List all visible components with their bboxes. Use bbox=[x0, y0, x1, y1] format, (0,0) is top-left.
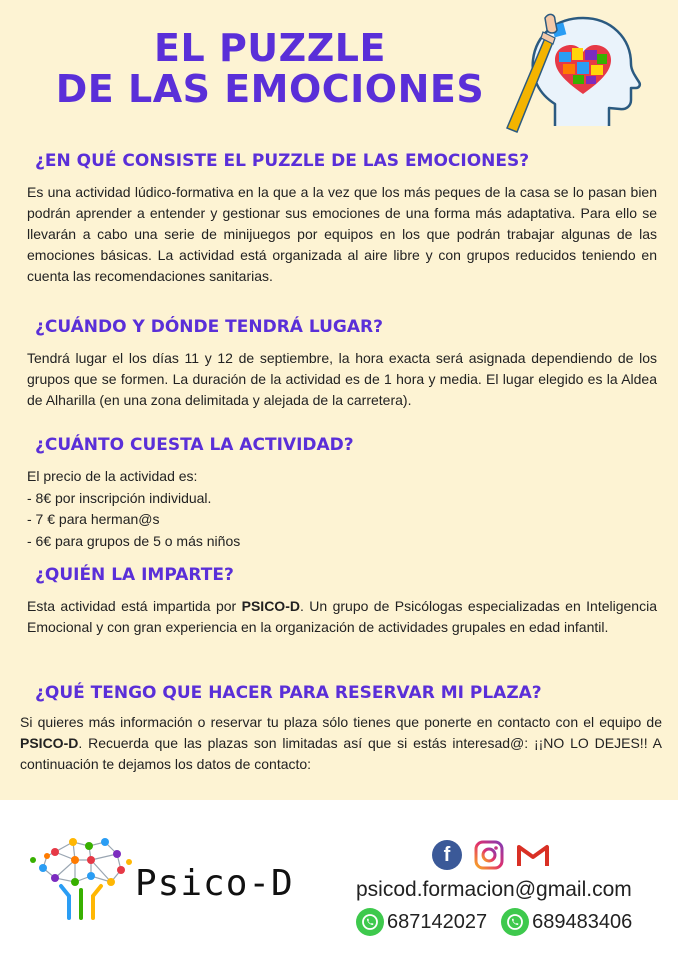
section-body bbox=[27, 596, 657, 638]
section-body: Es una actividad lúdico-formativa en la que a la vez que los más peques de la casa se lo pasan bien podrán aprender a entender y gestionar sus emociones de una forma más adaptativa. Para ello se llevarán a cabo una serie de minijuegos por equipos en los que podrán trabajar algunas de las emociones básicas. La actividad está organizada al aire libre y con grupos reducidos teniendo en cuenta las recomendaciones sanitarias. bbox=[27, 184, 657, 284]
body-text: . Recuerda que las plazas son limitadas así que si estás interesad@: ¡¡NO LO DEJES!! A continuación te dejamos los datos de contacto: bbox=[20, 735, 662, 772]
social-icons bbox=[432, 840, 550, 870]
contact-email[interactable]: psicod.formacion@gmail.com bbox=[356, 878, 632, 901]
price-intro: El precio de la actividad es: bbox=[27, 468, 198, 484]
section-body: Tendrá lugar el los días 11 y 12 de septiembre, la hora exacta será asignada dependiendo de los grupos que se formen. La duración de la actividad es de 1 hora y media. El lugar elegido es la Aldea de Alharilla (en una zona delimitada y alejada de la carretera). bbox=[27, 350, 657, 408]
body-text: Esta actividad está impartida por bbox=[27, 598, 242, 614]
title-line-2: DE LAS EMOCIONES bbox=[55, 67, 485, 111]
body-text: . Un grupo de Psicólogas especializadas en Inteligencia Emocional y con gran experiencia en la organización de actividades grupales en edad infantil. bbox=[27, 598, 657, 635]
price-item: - 8€ por inscripción individual. bbox=[27, 489, 212, 506]
whatsapp-icon bbox=[356, 908, 384, 936]
section-heading: ¿QUIÉN LA IMPARTE? bbox=[35, 565, 234, 585]
section-heading: ¿CUÁNTO CUESTA LA ACTIVIDAD? bbox=[35, 435, 354, 455]
brand-mention: PSICO-D bbox=[241, 598, 300, 614]
price-item: - 7 € para herman@s bbox=[27, 511, 160, 527]
section-heading: ¿CUÁNDO Y DÓNDE TENDRÁ LUGAR? bbox=[35, 317, 383, 337]
gmail-icon[interactable] bbox=[516, 840, 550, 870]
phone-list bbox=[356, 908, 646, 936]
section-precio bbox=[27, 434, 657, 552]
page-title bbox=[40, 28, 500, 110]
head-puzzle-illustration bbox=[505, 8, 655, 133]
contact-footer bbox=[0, 800, 678, 960]
section-consiste bbox=[27, 150, 657, 287]
brand-name: Psico-D bbox=[135, 863, 294, 904]
section-heading: ¿EN QUÉ CONSISTE EL PUZZLE DE LAS EMOCIONES? bbox=[35, 151, 530, 171]
brain-network-logo-icon bbox=[25, 830, 135, 920]
section-body bbox=[20, 712, 662, 775]
body-text: Si quieres más información o reservar tu plaza sólo tienes que ponerte en contacto con el equipo de bbox=[20, 714, 662, 730]
section-heading: ¿QUÉ TENGO QUE HACER PARA RESERVAR MI PLAZA? bbox=[35, 683, 542, 703]
section-reservar bbox=[20, 682, 662, 775]
price-item: - 6€ para grupos de 5 o más niños bbox=[27, 532, 241, 549]
phone-entry[interactable] bbox=[501, 908, 632, 936]
facebook-icon[interactable]: f bbox=[432, 840, 462, 870]
title-line-1: EL PUZZLE bbox=[154, 26, 386, 70]
phone-number: 687142027 bbox=[387, 910, 488, 933]
whatsapp-icon bbox=[501, 908, 529, 936]
phone-number: 689483406 bbox=[532, 910, 633, 933]
section-quien bbox=[27, 564, 657, 638]
section-cuando-donde bbox=[27, 316, 657, 411]
brand-mention: PSICO-D bbox=[20, 735, 79, 751]
phone-entry[interactable] bbox=[356, 908, 487, 936]
instagram-icon[interactable] bbox=[474, 840, 504, 870]
